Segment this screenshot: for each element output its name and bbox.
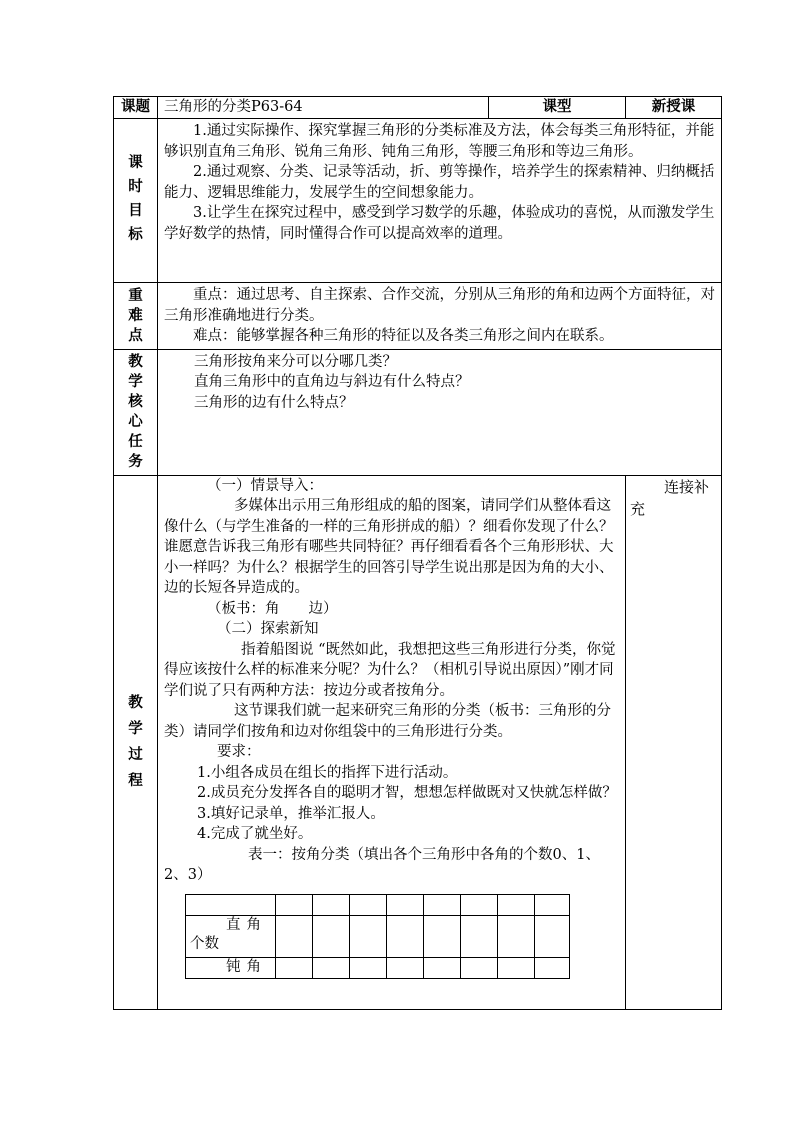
key-points-content bbox=[158, 283, 722, 350]
core-tasks-content bbox=[158, 349, 722, 475]
requirement-item: 2.成员充分发挥各自的聪明才智，想想怎样做既对又快就怎样做？ bbox=[197, 785, 617, 801]
section2-text2: 这节课我们就一起来研究三角形的分类（板书：三角形的分类）请同学们按角和边对你组袋中的三角形进行分类。 bbox=[164, 703, 611, 740]
core-tasks-row bbox=[114, 349, 722, 475]
topic-label: 课题 bbox=[114, 97, 158, 119]
section2-title: （二）探索新知 bbox=[217, 621, 319, 637]
section1-title: （一）情景导入： bbox=[207, 477, 323, 494]
key-points-row bbox=[114, 283, 722, 350]
core-tasks-label: 教 学 核 心 任 务 bbox=[114, 349, 158, 475]
process-content bbox=[158, 475, 626, 1009]
type-value: 新授课 bbox=[626, 97, 722, 119]
requirement-item: 4.完成了就坐好。 bbox=[197, 826, 313, 842]
process-row bbox=[114, 475, 722, 1009]
objective-item: 1.通过实际操作、探究掌握三角形的分类标准及方法，体会每类三角形特征，并能够识别直角三角形、锐角三角形、钝角三角形，等腰三角形和等边三角形。 bbox=[164, 123, 715, 160]
process-label: 教 学 过 程 bbox=[114, 475, 158, 1009]
objectives-label: 课 时 目 标 bbox=[114, 119, 158, 283]
objective-item: 2.通过观察、分类、记录等活动，折、剪等操作，培养学生的探索精神、归纳概括能力、逻辑思维能力，发展学生的空间想象能力。 bbox=[164, 164, 715, 201]
requirement-item: 1.小组各成员在组长的指挥下进行活动。 bbox=[197, 764, 458, 781]
row-label-right-angle: 直角 个数 bbox=[186, 915, 276, 957]
objectives-content bbox=[158, 119, 722, 283]
header-row bbox=[114, 97, 722, 119]
section2-text1: 指着船图说 “既然如此，我想把这些三角形进行分类，你觉得应该按什么样的标准来分呢？为什么？（相机引导说出原因）”刚才同学们说了只有两种方法：按边分或者按角分。 bbox=[164, 641, 616, 699]
table-row bbox=[186, 957, 570, 978]
section1-text: 多媒体出示用三角形组成的船的图案，请同学们从整体看这像什么（与学生准备的一样的三角形拼成的船）？细看你发现了什么？谁愿意告诉我三角形有哪些共同特征？再仔细看看各个三角形形状、大小一样吗？为什么？根据学生的回答引导学生说出那是因为角的大小、边的长短各异造成的。 bbox=[164, 498, 614, 596]
core-task-item: 三角形按角来分可以分哪几类？ bbox=[194, 353, 397, 370]
core-task-item: 三角形的边有什么特点？ bbox=[194, 394, 354, 411]
objectives-row bbox=[114, 119, 722, 283]
objective-item: 3.让学生在探究过程中，感受到学习数学的乐趣，体验成功的喜悦，从而激发学生学好数学的热情，同时懂得合作可以提高效率的道理。 bbox=[164, 205, 715, 242]
board-note: （板书：角 边） bbox=[207, 600, 338, 617]
requirements-title: 要求： bbox=[217, 744, 261, 760]
side-note: 连接补充 bbox=[630, 477, 710, 518]
requirement-item: 3.填好记录单，推举汇报人。 bbox=[197, 805, 385, 822]
table-row bbox=[186, 894, 570, 915]
table1-caption: 表一：按角分类（填出各个三角形中各角的个数0、1、2、3） bbox=[164, 846, 600, 883]
table-row bbox=[186, 915, 570, 957]
side-note-cell bbox=[626, 475, 722, 1009]
difficulty-text: 难点：能够掌握各种三角形的特征以及各类三角形之间内在联系。 bbox=[193, 328, 614, 344]
type-label: 课型 bbox=[489, 97, 626, 119]
core-task-item: 直角三角形中的直角边与斜边有什么特点？ bbox=[194, 374, 470, 390]
angle-classification-table bbox=[185, 894, 570, 979]
focus-text: 重点：通过思考、自主探索、合作交流，分别从三角形的角和边两个方面特征，对三角形准确地进行分类。 bbox=[164, 287, 715, 324]
lesson-plan-table bbox=[113, 96, 722, 1010]
topic-value: 三角形的分类P63-64 bbox=[158, 97, 489, 119]
row-label-obtuse-angle: 钝角 bbox=[186, 957, 276, 978]
key-points-label: 重 难 点 bbox=[114, 283, 158, 350]
